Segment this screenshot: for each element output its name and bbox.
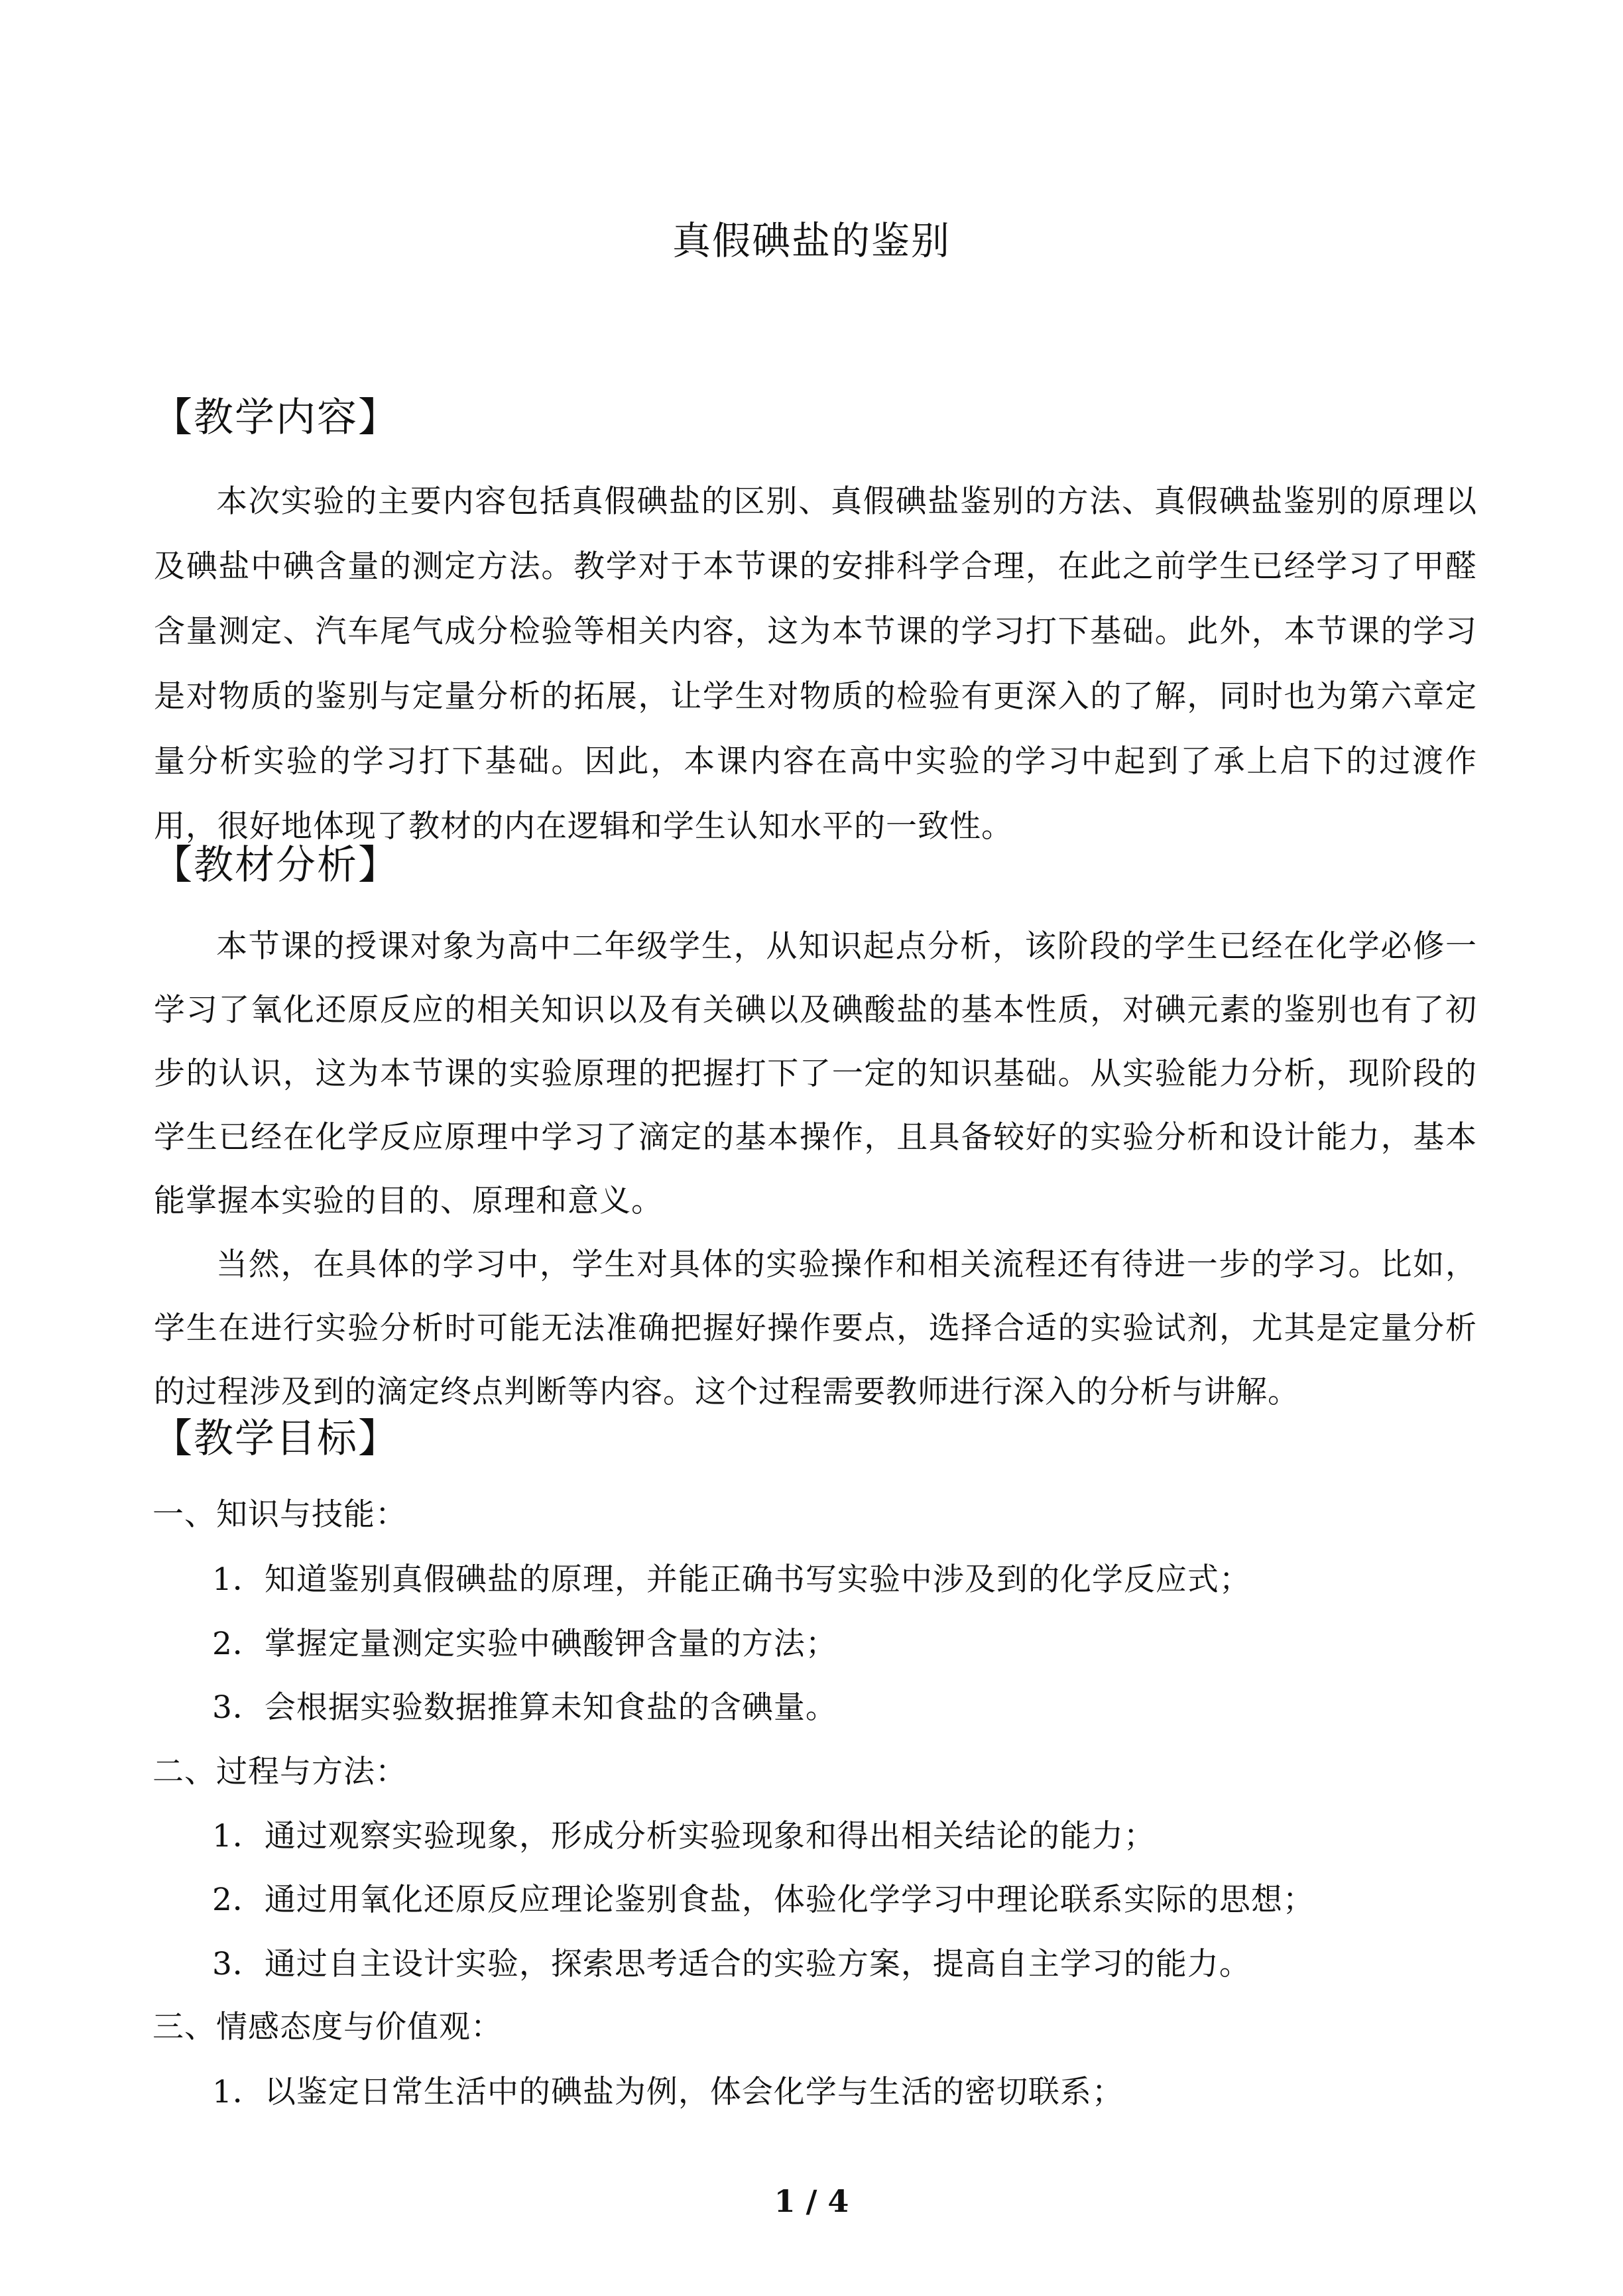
- section-heading-material-analysis: 【教材分析】: [152, 842, 399, 888]
- goal-group-process-methods: 二、过程与方法：: [152, 1754, 407, 1790]
- page-number: 1 / 4: [774, 2183, 849, 2219]
- material-analysis-paragraph-2: 当然，在具体的学习中，学生对具体的实验操作和相关流程还有待进一步的学习。比如，学生在进行实验分析时可能无法准确把握好操作要点，选择合适的实验试剂，尤其是定量分析的过程涉及到的滴定终点判断等内容。这个过程需要教师进行深入的分析与讲解。: [154, 1246, 1477, 1410]
- goal-item: 3．会根据实验数据推算未知食盐的含碘量。: [212, 1689, 837, 1726]
- goal-item: 3．通过自主设计实验，探索思考适合的实验方案，提高自主学习的能力。: [212, 1946, 1251, 1982]
- goal-item: 2．通过用氧化还原反应理论鉴别食盐，体验化学学习中理论联系实际的思想；: [212, 1882, 1315, 1918]
- section-heading-teaching-goals: 【教学目标】: [152, 1416, 399, 1462]
- goal-group-attitudes-values: 三、情感态度与价值观：: [152, 2009, 503, 2045]
- goal-group-knowledge-skills: 一、知识与技能：: [152, 1496, 407, 1533]
- section-heading-teaching-content: 【教学内容】: [152, 394, 399, 441]
- goal-item: 1．知道鉴别真假碘盐的原理，并能正确书写实验中涉及到的化学反应式；: [212, 1561, 1251, 1598]
- goal-item: 1．通过观察实验现象，形成分析实验现象和得出相关结论的能力；: [212, 1818, 1156, 1854]
- document-title: 真假碘盐的鉴别: [672, 218, 951, 263]
- goal-item: 1．以鉴定日常生活中的碘盐为例，体会化学与生活的密切联系；: [212, 2074, 1124, 2110]
- material-analysis-paragraph-1: 本节课的授课对象为高中二年级学生，从知识起点分析，该阶段的学生已经在化学必修一学习了氧化还原反应的相关知识以及有关碘以及碘酸盐的基本性质，对碘元素的鉴别也有了初步的认识，这为本节课的实验原理的把握打下了一定的知识基础。从实验能力分析，现阶段的学生已经在化学反应原理中学习了滴定的基本操作，且具备较好的实验分析和设计能力，基本能掌握本实验的目的、原理和意义。: [154, 928, 1477, 1219]
- goal-item: 2．掌握定量测定实验中碘酸钾含量的方法；: [212, 1626, 837, 1662]
- teaching-content-paragraph: 本次实验的主要内容包括真假碘盐的区别、真假碘盐鉴别的方法、真假碘盐鉴别的原理以及碘盐中碘含量的测定方法。教学对于本节课的安排科学合理，在此之前学生已经学习了甲醛含量测定、汽车尾气成分检验等相关内容，这为本节课的学习打下基础。此外，本节课的学习是对物质的鉴别与定量分析的拓展，让学生对物质的检验有更深入的了解，同时也为第六章定量分析实验的学习打下基础。因此，本课内容在高中实验的学习中起到了承上启下的过渡作用，很好地体现了教材的内在逻辑和学生认知水平的一致性。: [154, 483, 1477, 845]
